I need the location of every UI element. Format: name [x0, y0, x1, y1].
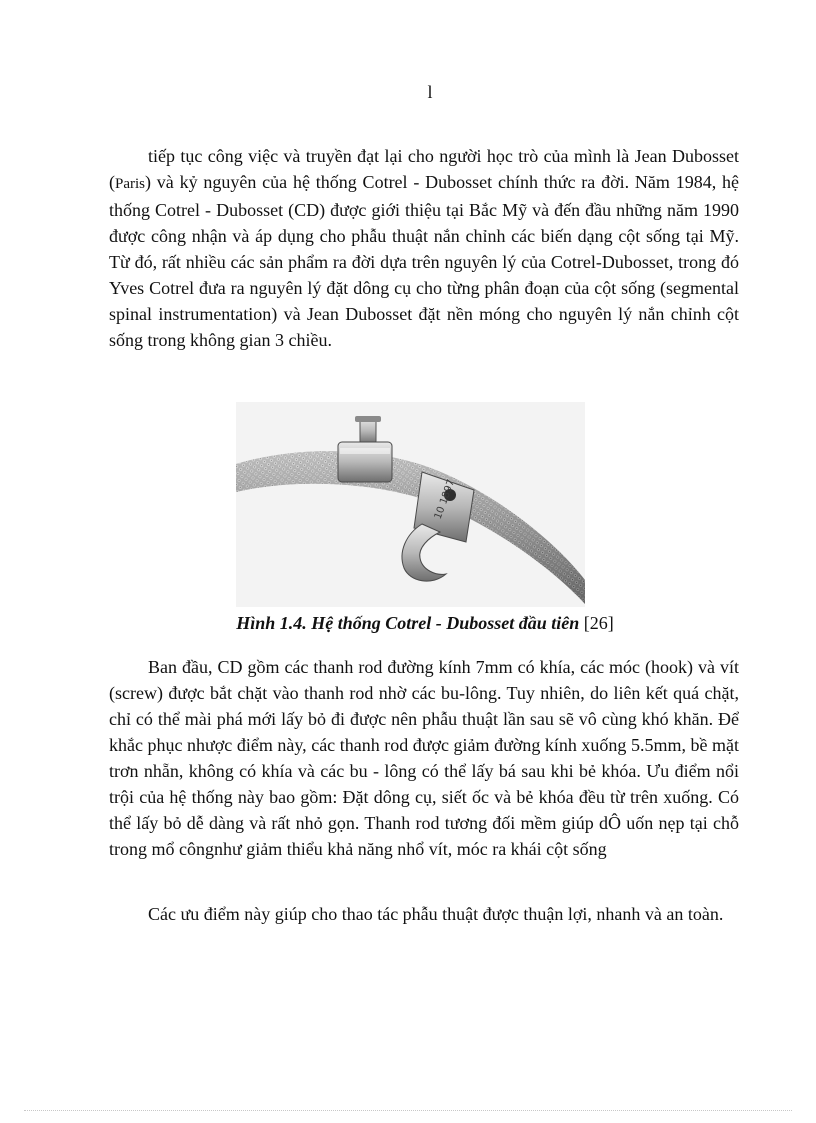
- page-bottom-rule: [24, 1110, 792, 1111]
- paragraph-1-paris: Paris: [115, 176, 145, 192]
- hook-engraving: 10 1897: [432, 478, 458, 521]
- paragraph-2: Ban đầu, CD gồm các thanh rod đường kính 7mm có khía, các móc (hook) và vít (screw) được bắt chặt vào thanh rod nhờ các bu-lông. Tuy nhiên, do liên kết quá chặt, chỉ có thể mài phá mới lấy bỏ đi được nên phẫu thuật lần sau sẽ vô cùng khó khăn. Để khắc phục nhược điểm này, các thanh rod được giảm đường kính xuống 5.5mm, bề mặt trơn nhẵn, không có khía và các bu - lông có thể lấy bá sau khi bẻ khóa. Ưu điểm nổi trội của hệ thống này bao gồm: Đặt dông cụ, siết ốc và bẻ khóa đều từ trên xuống. Có thể lấy bỏ dễ dàng và rất nhỏ gọn. Thanh rod tương đối mềm giúp dÔ uốn nẹp tại chỗ trong mổ côngnhư giảm thiểu khả năng nhổ vít, móc ra khái cột sống: [109, 657, 739, 859]
- cotrel-dubosset-photo: [236, 402, 585, 607]
- figure-caption: [0, 610, 816, 636]
- paragraph-1: [109, 143, 739, 353]
- figure-caption-ref: [26]: [583, 613, 614, 633]
- cotrel-dubosset-figure: [236, 402, 585, 607]
- figure-caption-label: Hình 1.4. Hệ thống Cotrel - Dubosset đầu tiên: [236, 613, 580, 633]
- paragraph-3: Các ưu điểm này giúp cho thao tác phẫu thuật được thuận lợi, nhanh và an toàn.: [148, 904, 724, 924]
- paragraph-1-text-a: tiếp tục công việc và truyền đạt lại cho người học trò của mình là Jean Dubosset (: [109, 146, 739, 192]
- paragraph-1-text-b: ) và kỷ nguyên của hệ thống Cotrel - Dubosset chính thức ra đời. Năm 1984, hệ thống Cotrel - Dubosset (CD) được giới thiệu tại Bắc Mỹ và đến đầu những năm 1990 được công nhận và áp dụng cho phẫu thuật nắn chỉnh các biến dạng cột sống tại Mỹ. Từ đó, rất nhiều các sản phẩm ra đời dựa trên nguyên lý của Cotrel-Dubosset, trong đó Yves Cotrel đưa ra nguyên lý đặt dông cụ cho từng phân đoạn của cột sống (segmental spinal instrumentation) và Jean Dubosset đặt nền móng cho nguyên lý nắn chỉnh cột sống trong không gian 3 chiều.: [109, 172, 739, 350]
- page-number: l: [427, 82, 433, 102]
